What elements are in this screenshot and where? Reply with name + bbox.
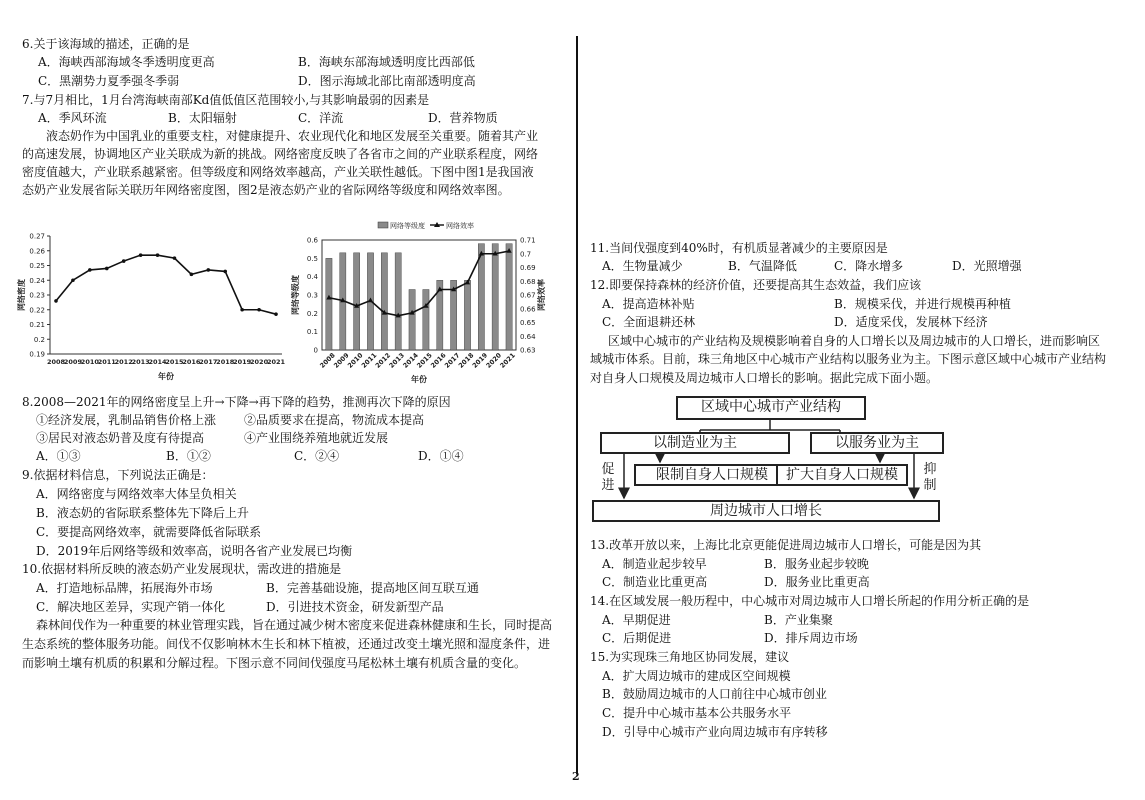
y-tick-label: 0.4 [306, 273, 318, 282]
box-services: 以服务业为主 [810, 432, 944, 454]
q8-stem: 8.2008—2021年的网络密度呈上升→下降→再下降的趋势，推测再次下降的原因 [22, 395, 451, 409]
q6-stem: 6.关于该海域的描述，正确的是 [22, 37, 190, 51]
x-tick-label: 2019 [233, 358, 252, 366]
y-tick-label: 0.25 [29, 262, 45, 270]
hierarchy-bar [506, 244, 512, 350]
x-tick-label: 2013 [131, 358, 150, 366]
y-tick-label: 0.5 [306, 254, 318, 263]
y2-tick-label: 0.63 [520, 346, 536, 355]
x-tick-label: 2021 [498, 351, 517, 370]
q10-option-a: A．打造地标品牌，拓展海外市场 [36, 581, 213, 595]
passage1-line: 液态奶作为中国乳业的重要支柱，对健康提升、农业现代化和地区发展至关重要。随着其产业 [46, 129, 539, 143]
q7-stem: 7.与7月相比，1月台湾海峡南部Kd值低值区范围较小,与其影响最弱的因素是 [22, 93, 430, 107]
y2-tick-label: 0.67 [520, 291, 536, 300]
network-density-chart [14, 228, 294, 386]
q14-option-a: A．早期促进 [602, 613, 671, 627]
x-tick-label: 2015 [165, 358, 184, 366]
density-point [223, 270, 227, 274]
q6-option-a: A．海峡西部海域冬季透明度更高 [38, 55, 215, 69]
passage3-line: 区域中心城市的产业结构及规模影响着自身的人口增长以及周边城市的人口增长，进而影响区 [608, 334, 1101, 348]
x-tick-label: 2011 [359, 351, 379, 370]
q12-option-c: C．全面退耕还林 [602, 315, 696, 329]
q13-option-d: D．服务业比重更高 [764, 575, 870, 589]
passage1-line: 的高速发展，协调地区产业关联成为新的挑战。网络密度反映了各省市之间的产业联系程度，网络 [22, 147, 539, 161]
y2-tick-label: 0.65 [520, 319, 536, 327]
density-point [207, 268, 211, 272]
x-tick-label: 2016 [429, 351, 448, 370]
q12-option-a: A．提高造林补贴 [602, 297, 695, 311]
x-tick-label: 2015 [415, 351, 434, 370]
passage3-line: 对自身人口规模及周边城市人口增长的影响。据此完成下面小题。 [590, 371, 939, 385]
q11-option-d: D．光照增强 [952, 259, 1022, 273]
x-tick-label: 2020 [484, 351, 504, 370]
y2-tick-label: 0.68 [520, 277, 536, 286]
y2-tick-label: 0.69 [520, 264, 536, 272]
hierarchy-bar [395, 253, 401, 350]
q7-option-b: B．太阳辐射 [168, 111, 237, 125]
q15-option-b: B．鼓励周边城市的人口前往中心城市创业 [602, 687, 827, 701]
q11-option-a: A．生物量减少 [602, 259, 683, 273]
q10-option-c: C．解决地区差异，实现产销一体化 [36, 600, 226, 614]
q11-option-b: B．气温降低 [728, 259, 797, 273]
q15-option-a: A．扩大周边城市的建成区空间规模 [602, 669, 791, 683]
q13-option-a: A．制造业起步较早 [602, 557, 707, 571]
q8-statement-4: ④产业围绕养殖地就近发展 [244, 431, 389, 445]
q8-option-c: C．②④ [294, 449, 340, 463]
q12-option-b: B．规模采伐，并进行规模再种植 [834, 297, 1011, 311]
density-point [54, 299, 58, 303]
passage3-line: 域城市体系。目前，珠三角地区中心城市产业结构以服务业为主。下图示意区域中心城市产业结构 [590, 352, 1107, 366]
y-axis-label: 网络密度 [17, 279, 26, 311]
x-tick-label: 2018 [456, 351, 476, 370]
q9-option-d: D．2019年后网络等级和效率高，说明各省产业发展已均衡 [36, 544, 353, 558]
x-tick-label: 2013 [387, 351, 407, 370]
q8-statement-2: ②品质要求在提高，物流成本提高 [244, 413, 425, 427]
q8-option-a: A．①③ [36, 449, 81, 463]
x-tick-label: 2017 [199, 358, 218, 366]
x-tick-label: 2010 [80, 358, 99, 366]
q12-option-d: D．适度采伐，发展林下经济 [834, 315, 988, 329]
y-tick-label: 0.26 [29, 247, 45, 256]
x-tick-label: 2012 [114, 358, 133, 366]
y-axis-label: 网络等级度 [291, 275, 300, 315]
y2-axis-label: 网络效率 [537, 279, 546, 311]
q13-option-c: C．制造业比重更高 [602, 575, 708, 589]
density-point [240, 308, 244, 312]
y-tick-label: 0.2 [33, 335, 45, 344]
hierarchy-bar [326, 258, 332, 350]
x-tick-label: 2017 [443, 351, 462, 370]
q10-stem: 10.依据材料所反映的液态奶产业发展现状，需改进的措施是 [22, 562, 342, 576]
q14-stem: 14.在区域发展一般历程中，中心城市对周边城市人口增长所起的作用分析正确的是 [590, 594, 1030, 608]
q9-stem: 9.依据材料信息，下列说法正确是： [22, 468, 214, 482]
y-tick-label: 0 [313, 346, 318, 355]
q11-option-c: C．降水增多 [834, 259, 904, 273]
q7-option-a: A．季风环流 [38, 111, 107, 125]
x-tick-label: 2009 [332, 351, 351, 370]
passage1-line: 密度值越大，产业联系越紧密。但等级度和网络效率越高，产业关联性越低。下图中图1是我国液 [22, 165, 534, 179]
hierarchy-bar [464, 280, 470, 350]
q8-option-b: B．①② [166, 449, 211, 463]
y-tick-label: 0.3 [306, 291, 318, 300]
page-number: 2 [572, 770, 580, 783]
box-industry-structure: 区域中心城市产业结构 [676, 396, 866, 420]
y2-tick-label: 0.7 [520, 250, 532, 259]
y-tick-label: 0.19 [29, 350, 45, 359]
box-manufacturing: 以制造业为主 [600, 432, 790, 454]
q6-option-d: D．图示海域北部比南部透明度高 [298, 74, 476, 88]
density-point [122, 259, 126, 263]
plot-frame [322, 240, 516, 350]
column-divider [576, 36, 578, 774]
q7-option-d: D．营养物质 [428, 111, 498, 125]
q9-option-b: B．液态奶的省际联系整体先下降后上升 [36, 506, 249, 520]
passage1-line: 态奶产业发展省际关联历年网络密度图，图2是液态奶产业的省际网络等级度和网络效率图。 [22, 183, 510, 197]
label-promote: 促进 [601, 462, 615, 493]
y-tick-label: 0.27 [29, 232, 45, 241]
q7-option-c: C．洋流 [298, 111, 344, 125]
q11-stem: 11.当间伐强度到40%时，有机质显著减少的主要原因是 [590, 241, 888, 255]
x-tick-label: 2012 [373, 351, 393, 370]
x-tick-label: 2014 [401, 351, 420, 370]
q15-stem: 15.为实现珠三角地区协同发展，建议 [590, 650, 790, 664]
y-tick-label: 0.1 [306, 328, 318, 337]
y2-tick-label: 0.71 [520, 236, 536, 245]
x-tick-label: 2011 [97, 358, 116, 366]
x-tick-label: 2009 [63, 358, 82, 366]
box-expand-population: 扩大自身人口规模 [776, 464, 908, 486]
q8-statement-1: ①经济发展，乳制品销售价格上涨 [36, 413, 217, 427]
x-tick-label: 2016 [182, 358, 201, 366]
urban-structure-flow-diagram [590, 392, 950, 526]
q14-option-c: C．后期促进 [602, 631, 672, 645]
y-tick-label: 0.22 [29, 306, 45, 315]
hierarchy-bar [423, 290, 429, 351]
passage2-line: 而影响土壤有机质的积累和分解过程。下图示意不同间伐强度马尾松林土壤有机质含量的变化。 [22, 656, 527, 670]
q9-option-c: C．要提高网络效率，就需要降低省际联系 [36, 525, 262, 539]
density-point [173, 256, 177, 260]
q8-option-d: D．①④ [418, 449, 464, 463]
legend-label-hierarchy: 网络等级度 [390, 222, 425, 230]
network-hierarchy-efficiency-chart [290, 216, 552, 386]
x-tick-label: 2018 [216, 358, 235, 366]
density-point [190, 273, 194, 277]
density-point [274, 312, 278, 316]
hierarchy-bar [381, 253, 387, 350]
legend-label-efficiency: 网络效率 [446, 222, 474, 230]
y-tick-label: 0.6 [306, 236, 318, 245]
y2-tick-label: 0.66 [520, 305, 536, 314]
q14-option-b: B．产业集聚 [764, 613, 833, 627]
x-tick-label: 2019 [470, 351, 490, 370]
density-point [139, 253, 143, 257]
q10-option-b: B．完善基础设施，提高地区间互联互通 [266, 581, 479, 595]
y2-tick-label: 0.64 [520, 332, 536, 341]
hierarchy-bar [354, 253, 360, 350]
q6-option-c: C．黑潮势力夏季强冬季弱 [38, 74, 180, 88]
density-line [56, 255, 276, 314]
q10-option-d: D．引进技术资金，研发新型产品 [266, 600, 444, 614]
right-column [580, 0, 1145, 800]
box-limit-population: 限制自身人口规模 [634, 464, 790, 486]
q12-stem: 12.即要保持森林的经济价值，还要提高其生态效益，我们应该 [590, 278, 922, 292]
legend-swatch-hierarchy [378, 222, 388, 228]
q6-option-b: B．海峡东部海域透明度比西部低 [298, 55, 475, 69]
q14-option-d: D．排斥周边市场 [764, 631, 858, 645]
density-point [105, 267, 109, 271]
q9-option-a: A．网络密度与网络效率大体呈负相关 [36, 487, 237, 501]
density-point [71, 278, 75, 282]
density-point [156, 253, 160, 257]
x-tick-label: 2010 [346, 351, 365, 370]
x-tick-label: 2020 [250, 358, 269, 366]
label-inhibit: 抑制 [923, 462, 937, 493]
q13-stem: 13.改革开放以来，上海比北京更能促进周边城市人口增长，可能是因为其 [590, 538, 982, 552]
y-tick-label: 0.24 [29, 276, 45, 285]
y-tick-label: 0.23 [29, 291, 45, 300]
y-tick-label: 0.2 [306, 309, 318, 318]
passage2-line: 生态系统的整体服务功能。间伐不仅影响林木生长和林下植被，还通过改变土壤光照和湿度条件，进 [22, 637, 551, 651]
y-tick-label: 0.21 [29, 321, 45, 329]
x-tick-label: 2021 [266, 358, 286, 366]
density-point [88, 268, 92, 272]
x-axis-label: 年份 [411, 375, 427, 384]
density-point [257, 308, 261, 312]
hierarchy-bar [492, 244, 498, 350]
x-tick-label: 2008 [46, 358, 66, 366]
q15-option-c: C．提升中心城市基本公共服务水平 [602, 706, 792, 720]
q8-statement-3: ③居民对液态奶普及度有待提高 [36, 431, 205, 445]
hierarchy-bar [409, 290, 415, 351]
q15-option-d: D．引导中心城市产业向周边城市有序转移 [602, 725, 828, 739]
passage2-line: 森林间伐作为一种重要的林业管理实践，旨在通过减少树木密度来促进森林健康和生长，同时提高 [36, 618, 553, 632]
x-tick-label: 2014 [148, 358, 167, 366]
x-axis-label: 年份 [158, 372, 174, 381]
q13-option-b: B．服务业起步较晚 [764, 557, 869, 571]
box-surrounding-growth: 周边城市人口增长 [592, 500, 940, 522]
x-tick-label: 2008 [318, 351, 337, 370]
